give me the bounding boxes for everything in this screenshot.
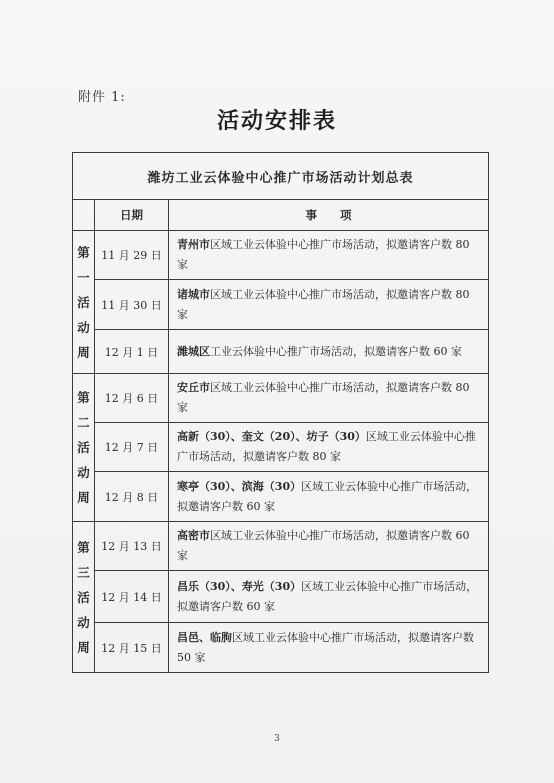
row-date: 12 月 7 日 — [95, 423, 169, 472]
row-event — [169, 472, 489, 522]
event-location: 昌邑、临朐 — [177, 630, 232, 644]
header-date: 日期 — [95, 200, 169, 231]
event-text: 区域工业云体验中心推广市场活动，拟邀请客户数 60 家 — [177, 579, 478, 613]
header-event: 事 项 — [169, 200, 489, 231]
event-text: 区域工业云体验中心推广市场活动，拟邀请客户数 80 家 — [177, 238, 470, 271]
event-text: 区域工业云体验中心推广市场活动，拟邀请客户数 50 家 — [177, 630, 474, 664]
event-location: 潍城区 — [177, 344, 210, 358]
event-text: 区域工业云体验中心推广市场活动，拟邀请客户数 80 家 — [177, 287, 470, 321]
week-1-label: 第 一 活 动 周 — [73, 231, 95, 374]
event-location: 安丘市 — [177, 381, 210, 394]
event-text: 区域工业云体验中心推广市场活动，拟邀请客户数 60 家 — [177, 479, 478, 513]
event-location: 高密市 — [177, 529, 210, 542]
row-date: 12 月 1 日 — [95, 330, 169, 374]
row-event — [169, 522, 489, 571]
event-location: 昌乐（30）、寿光（30） — [177, 579, 302, 593]
event-location: 诸城市 — [177, 287, 210, 301]
row-date: 11 月 30 日 — [95, 280, 169, 330]
row-date: 12 月 8 日 — [95, 472, 169, 522]
event-text: 工业云体验中心推广市场活动，拟邀请客户数 60 家 — [210, 344, 462, 358]
row-date: 12 月 14 日 — [95, 571, 169, 623]
row-event — [169, 374, 489, 423]
row-event — [169, 280, 489, 330]
row-event — [169, 623, 489, 673]
row-event — [169, 330, 489, 374]
page-number: 3 — [274, 734, 280, 744]
row-date: 12 月 15 日 — [95, 623, 169, 673]
week-2-label: 第 二 活 动 周 — [73, 374, 95, 522]
row-date: 12 月 6 日 — [95, 374, 169, 423]
event-location: 青州市 — [177, 238, 210, 251]
activity-plan-table — [72, 152, 489, 673]
row-event — [169, 231, 489, 280]
event-text: 区域工业云体验中心推广市场活动，拟邀请客户数 80 家 — [177, 430, 476, 463]
table-title: 潍坊工业云体验中心推广市场活动计划总表 — [73, 153, 489, 200]
week-3-label: 第 三 活 动 周 — [73, 522, 95, 673]
row-date: 12 月 13 日 — [95, 522, 169, 571]
event-text: 区域工业云体验中心推广市场活动，拟邀请客户数 60 家 — [177, 529, 470, 562]
row-event — [169, 423, 489, 472]
attachment-label: 附件 1: — [78, 90, 126, 105]
event-location: 高新（30）、奎文（20）、坊子（30） — [177, 430, 366, 443]
document-title: 活动安排表 — [216, 108, 337, 134]
header-week-blank — [73, 200, 95, 231]
row-event — [169, 571, 489, 623]
event-location: 寒亭（30）、滨海（30） — [177, 479, 302, 493]
row-date: 11 月 29 日 — [95, 231, 169, 280]
event-text: 区域工业云体验中心推广市场活动，拟邀请客户数 80 家 — [177, 381, 470, 414]
